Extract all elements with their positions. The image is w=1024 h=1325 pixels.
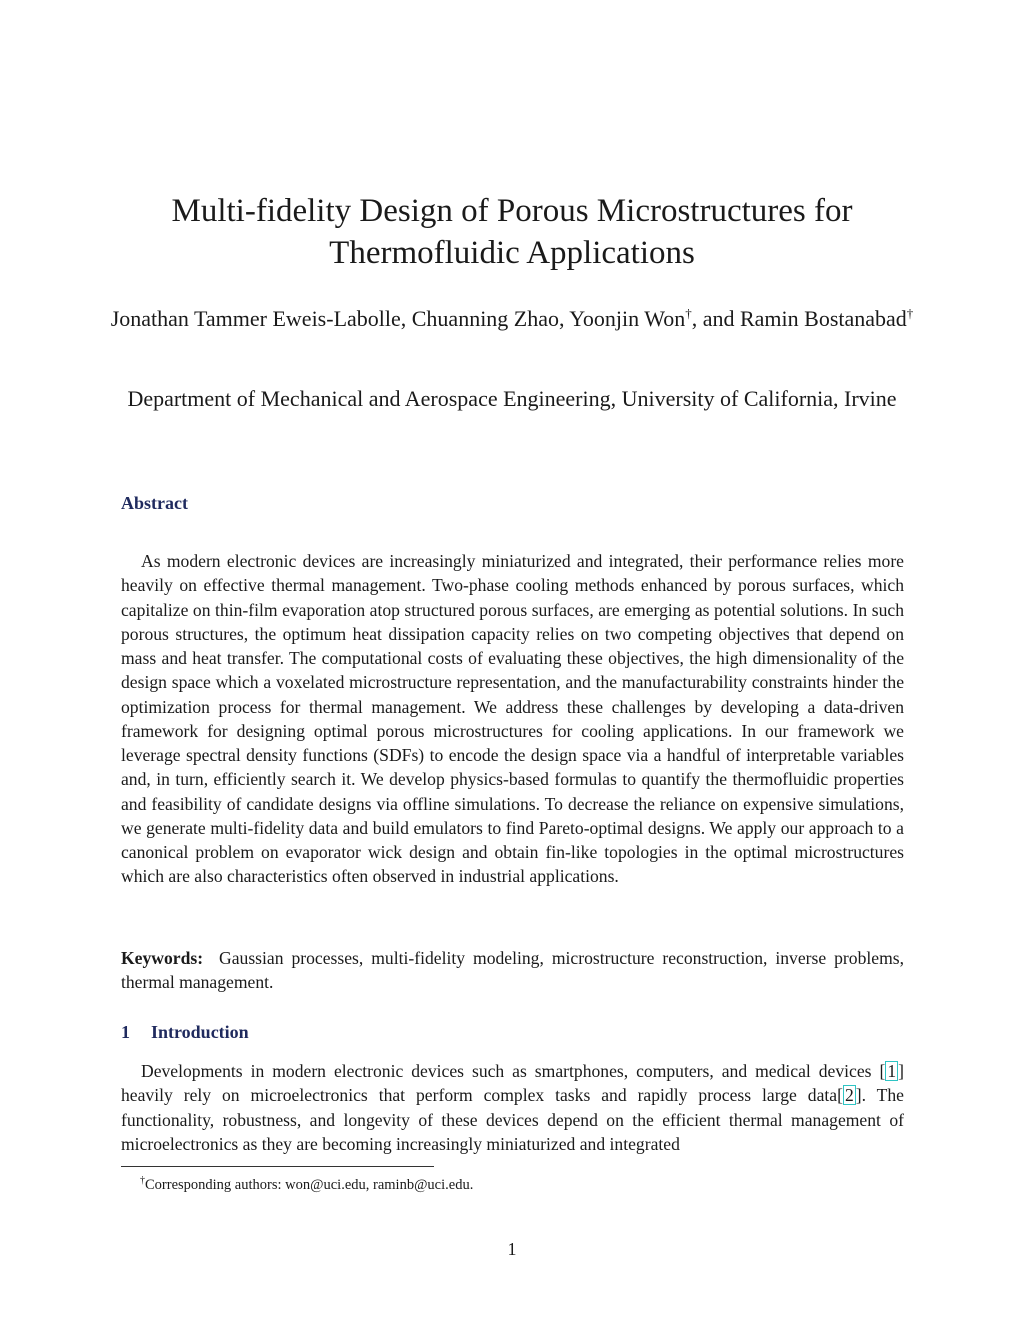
corresponding-mark-2: †	[906, 305, 914, 321]
citation-link-1[interactable]: 1	[887, 1061, 897, 1081]
footnote-mark: †	[140, 1175, 145, 1186]
intro-text-c: ]. The functionality, robustness, and longevity of these devices depend on the efficient thermal management of microelectronics as they are becoming increasingly miniaturized and integrated	[121, 1085, 904, 1154]
citation-link-2[interactable]: 2	[844, 1085, 854, 1106]
section-title: Introduction	[151, 1022, 249, 1042]
author-list	[110, 304, 914, 334]
abstract-heading: Abstract	[121, 493, 188, 513]
footnote-divider	[121, 1166, 434, 1167]
intro-text-a: Developments in modern electronic devices such as smartphones, computers, and medical devices [	[141, 1061, 886, 1081]
authors-text-2: , and Ramin Bostanabad	[691, 306, 907, 331]
introduction-text	[121, 1059, 904, 1156]
paper-title: Multi-fidelity Design of Porous Microstructures for Thermofluidic Applications	[171, 193, 853, 271]
affiliation: Department of Mechanical and Aerospace Engineering, University of California, Irvine	[127, 386, 897, 411]
abstract-text: As modern electronic devices are increasingly miniaturized and integrated, their performance relies more heavily on effective thermal management. Two-phase cooling methods enhanced by porous surfaces, which capitalize on thin-film evaporation atop structured porous surfaces, are emerging as potential solutions. In such porous structures, the optimum heat dissipation capacity relies on two competing objectives that depend on mass and heat transfer. The computational costs of evaluating these objectives, the high dimensionality of the design space which a voxelated microstructure representation, and the manufacturability constraints hinder the optimization process for thermal management. We address these challenges by developing a data-driven framework for designing optimal porous microstructures for cooling applications. In our framework we leverage spectral density functions (SDFs) to encode the design space via a handful of interpretable variables and, in turn, efficiently search it. We develop physics-based formulas to quantify the thermofluidic properties and feasibility of candidate designs via offline simulations. To decrease the reliance on expensive simulations, we generate multi-fidelity data and build emulators to find Pareto-optimal designs. We apply our approach to a canonical problem on evaporator wick design and obtain fin-like topologies in the optimal microstructures which are also characteristics often observed in industrial applications.	[121, 551, 904, 887]
keywords	[121, 946, 904, 995]
corresponding-mark-1: †	[685, 305, 692, 321]
footnote	[140, 1171, 473, 1195]
intro-text-b: ] heavily rely on microelectronics that perform complex tasks and rapidly process large data[	[121, 1061, 904, 1106]
keywords-label: Keywords:	[121, 948, 204, 968]
page-number: 1	[507, 1239, 517, 1259]
keywords-text: Gaussian processes, multi-fidelity modeling, microstructure reconstruction, inverse problems, thermal management.	[121, 948, 905, 993]
section-number: 1	[121, 1022, 130, 1042]
footnote-text: Corresponding authors: won@uci.edu, raminb@uci.edu.	[145, 1176, 474, 1193]
section-heading-introduction	[121, 1021, 249, 1043]
authors-text-1: Jonathan Tammer Eweis-Labolle, Chuanning Zhao, Yoonjin Won	[110, 306, 686, 331]
